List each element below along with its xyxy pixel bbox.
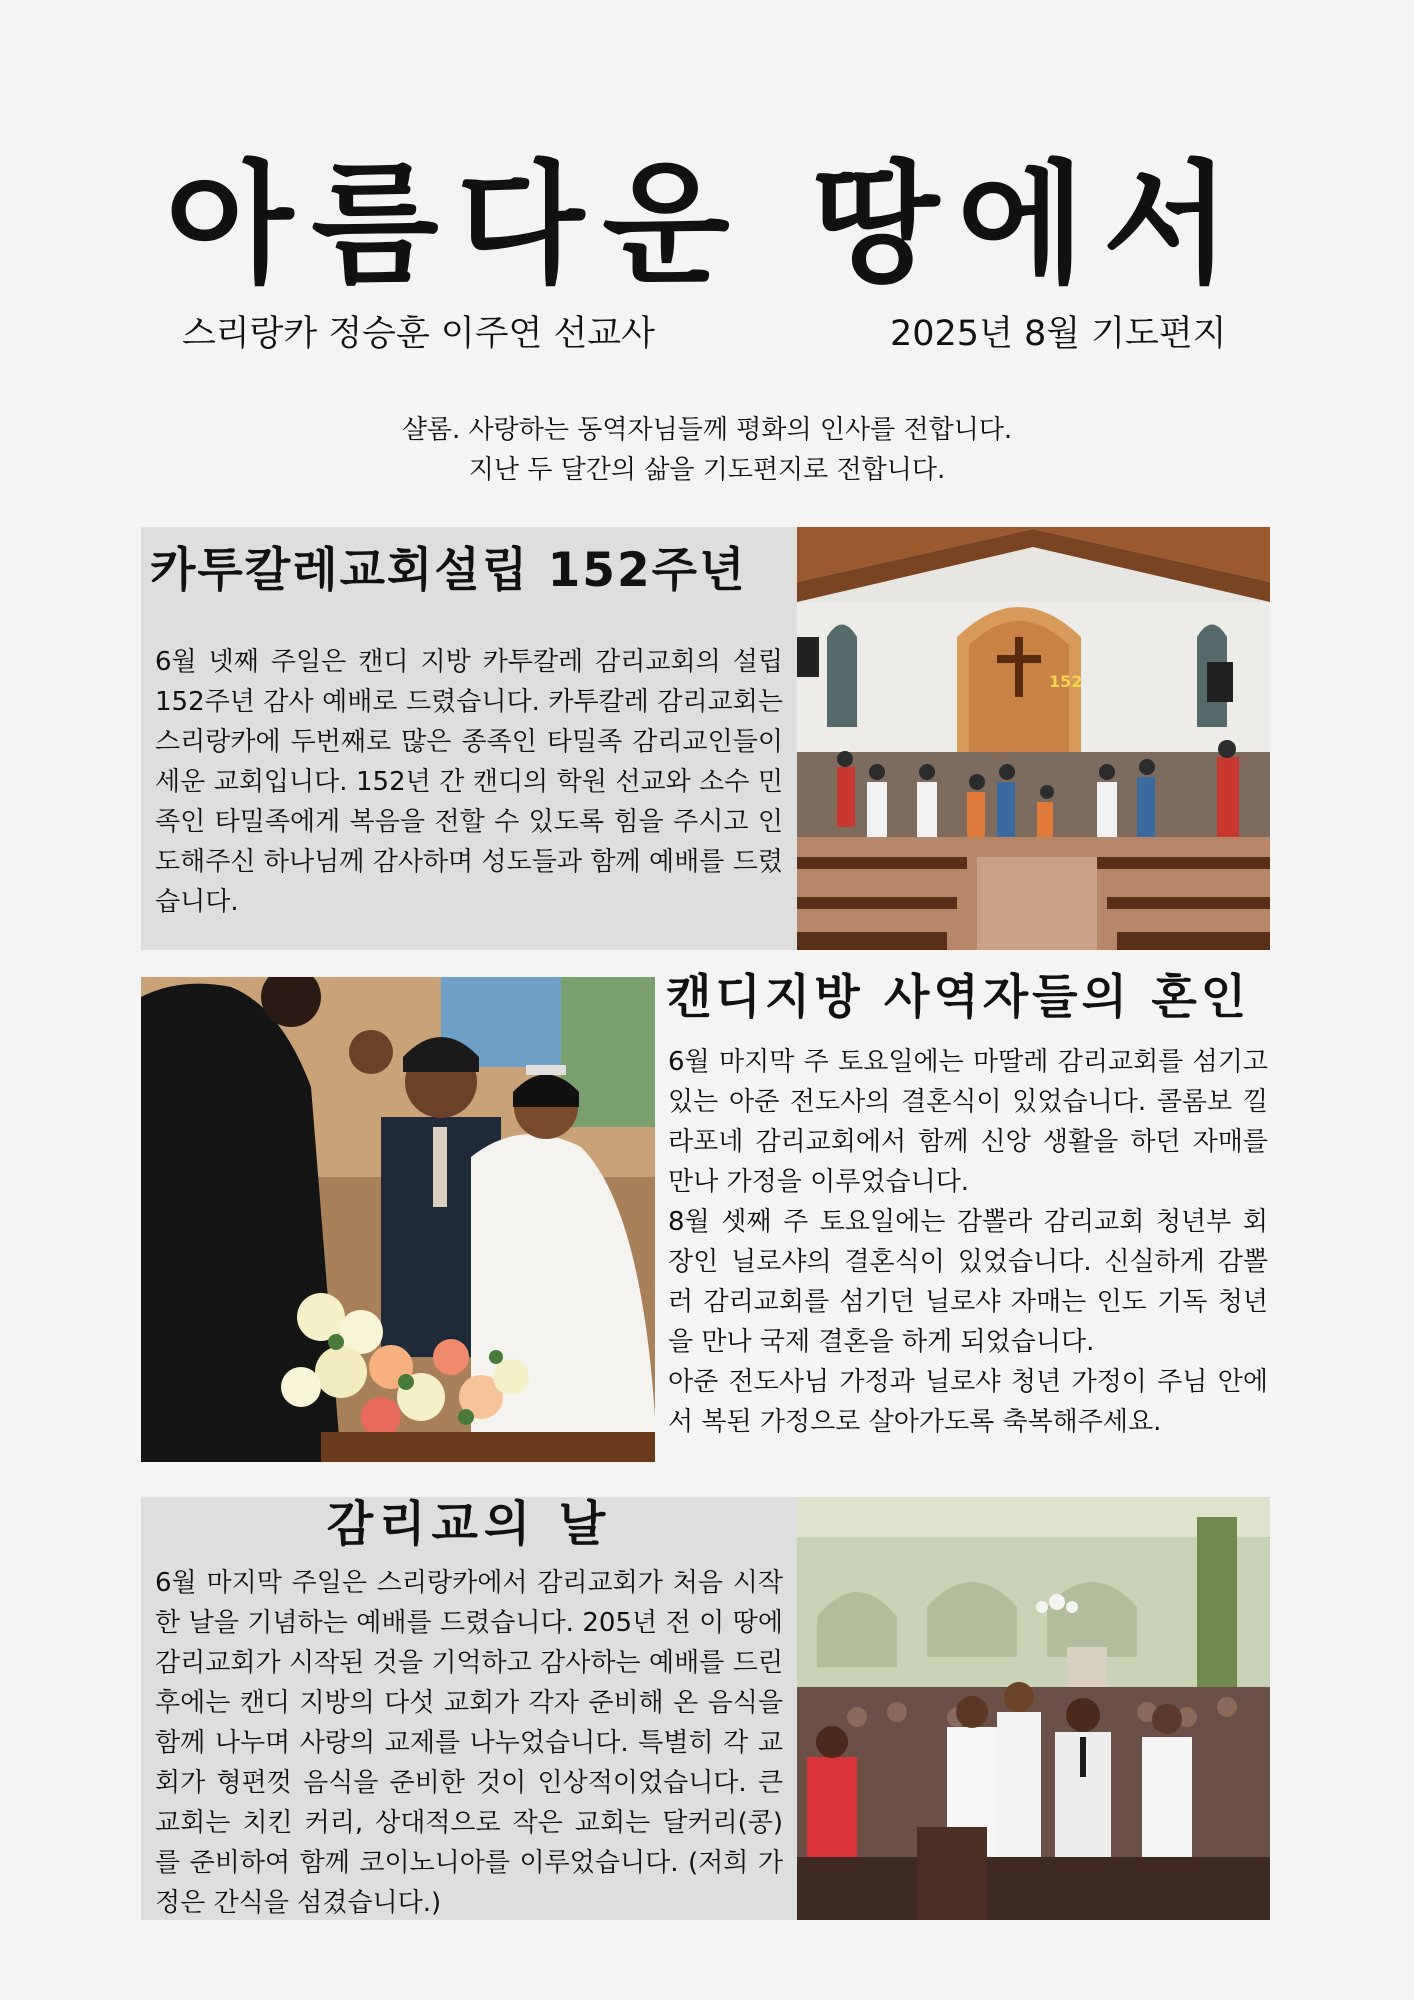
greeting-line-1: 샬롬. 사랑하는 동역자님들께 평화의 인사를 전합니다. [401, 415, 1013, 445]
church-anniversary-photo [797, 527, 1270, 950]
section2-title: 캔디지방 사역자들의 혼인 [666, 970, 1251, 1025]
section2-body [668, 1042, 1268, 1442]
section1-title: 카투칼레교회설립 152주년 [150, 543, 747, 598]
methodist-day-photo [797, 1497, 1270, 1920]
wedding-photo [141, 977, 655, 1462]
section1-paragraph: 6월 넷째 주일은 캔디 지방 카투칼레 감리교회의 설립 152주년 감사 예배로 드렸습니다. 카투칼레 감리교회는 스리랑카에 두번째로 많은 종족인 타밀족 감리교인들이 세운 교회입니다. 152년 간 캔디의 학원 선교와 소수 민족인 타밀족에게 복음을 전할 수 있도록 힘을 주시고 인도해주신 하나님께 감사하며 성도들과 함께 예배를 드렸습니다. [155, 647, 783, 917]
greeting-line-2: 지난 두 달간의 삶을 기도편지로 전합니다. [468, 455, 946, 485]
missionary-name: 스리랑카 정승훈 이주연 선교사 [182, 314, 655, 354]
section1-body [155, 642, 783, 922]
section3-title: 감리교의 날 [326, 1496, 612, 1552]
section2-paragraph-3: 아준 전도사님 가정과 닐로샤 청년 가정이 주님 안에서 복된 가정으로 살아가도록 축복해주세요. [668, 1367, 1268, 1437]
section3-paragraph: 6월 마지막 주일은 스리랑카에서 감리교회가 처음 시작한 날을 기념하는 예배를 드렸습니다. 205년 전 이 땅에 감리교회가 시작된 것을 기억하고 감사하는 예배를 드린 후에는 캔디 지방의 다섯 교회가 각자 준비해 온 음식을 함께 나누며 사랑의 교제를 나누었습니다. 특별히 각 교회가 형편껏 음식을 준비한 것이 인상적이었습니다. 큰 교회는 치킨 커리, 상대적으로 작은 교회는 달커리(콩)를 준비하여 함께 코이노니아를 이루었습니다. (저희 가정은 간식을 섬겼습니다.) [155, 1568, 783, 1918]
section2-paragraph-2: 8월 셋째 주 토요일에는 감뽈라 감리교회 청년부 회장인 닐로샤의 결혼식이 있었습니다. 신실하게 감뽈러 감리교회를 섬기던 닐로샤 자매는 인도 기독 청년을 만나 국제 결혼을 하게 되었습니다. [668, 1207, 1268, 1357]
page-title: 아름다운 땅에서 [165, 148, 1249, 302]
anniversary-sign: 152 [1049, 672, 1083, 691]
greeting [0, 410, 1414, 490]
section2-paragraph-1: 6월 마지막 주 토요일에는 마딸레 감리교회를 섬기고 있는 아준 전도사의 결혼식이 있었습니다. 콜롬보 낄라포네 감리교회에서 함께 신앙 생활을 하던 자매를 만나 가정을 이루었습니다. [668, 1047, 1268, 1197]
issue-date: 2025년 8월 기도편지 [890, 314, 1227, 354]
section3-body [155, 1563, 783, 1923]
